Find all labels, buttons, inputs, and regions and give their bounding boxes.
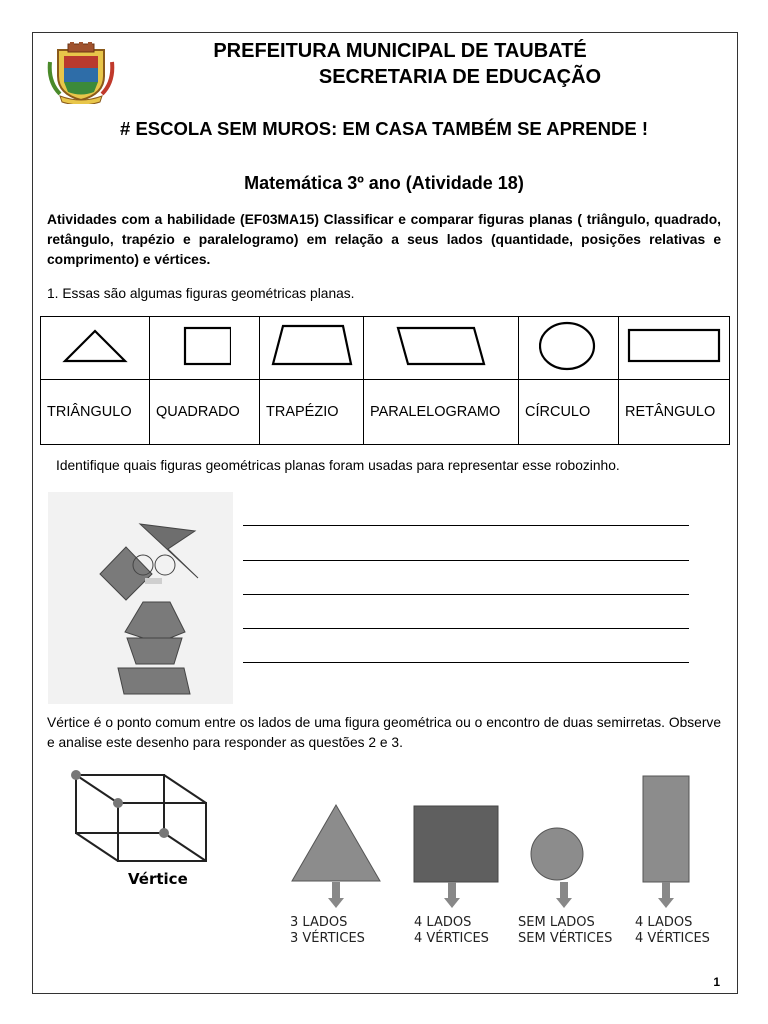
circle-cell: [519, 317, 619, 380]
page-number: 1: [713, 975, 720, 989]
gray-triangle: [292, 805, 380, 881]
square-vertices: 4 VÉRTICES: [414, 931, 489, 946]
shape-name-parallelogram: PARALELOGRAMO: [364, 380, 519, 445]
shape-name-trapezoid: TRAPÉZIO: [260, 380, 364, 445]
robot-legs-trapezoid: [127, 638, 182, 664]
trapezoid-icon: [271, 324, 353, 368]
circle-sides: SEM LADOS: [518, 915, 595, 930]
answer-line-1[interactable]: [243, 525, 689, 526]
circle-vertices: SEM VÉRTICES: [518, 931, 613, 946]
trapezoid-cell: [260, 317, 364, 380]
answer-line-3[interactable]: [243, 594, 689, 595]
square-sides: 4 LADOS: [414, 915, 472, 930]
vertex-label: Vértice: [128, 870, 188, 888]
triangle-cell: [41, 317, 150, 380]
robot-mouth: [145, 578, 162, 584]
robot-prompt: Identifique quais figuras geométricas planas foram usadas para representar esse robozinho.: [56, 458, 620, 473]
answer-line-5[interactable]: [243, 662, 689, 663]
rectangle-icon: [627, 328, 721, 364]
question-1: 1. Essas são algumas figuras geométricas planas.: [47, 286, 355, 301]
shape-name-triangle: TRIÂNGULO: [41, 380, 150, 445]
gray-rectangle: [643, 776, 689, 882]
shape-name-rectangle: RETÂNGULO: [619, 380, 730, 445]
shapes-table: [40, 316, 730, 445]
rectangle-cell: [619, 317, 730, 380]
triangle-icon: [62, 328, 128, 364]
shapes-facts-diagram: [288, 770, 728, 910]
vertex-definition: Vértice é o ponto comum entre os lados de uma figura geométrica ou o encontro de duas semirretas. Observe e analise este desenho para responder as questões 2 e 3.: [47, 715, 721, 750]
rectangle-vertices: 4 VÉRTICES: [635, 931, 710, 946]
rectangle-sides: 4 LADOS: [635, 915, 693, 930]
square-cell: [150, 317, 260, 380]
campaign-heading: # ESCOLA SEM MUROS: EM CASA TAMBÉM SE APRENDE !: [120, 118, 648, 139]
square-icon: [179, 326, 231, 366]
answer-line-4[interactable]: [243, 628, 689, 629]
rectangle-facts: [635, 915, 710, 947]
skill-description: Atividades com a habilidade (EF03MA15) Classificar e comparar figuras planas ( triângulo, quadrado, retângulo, trapézio e paralelogramo) em relação a seus lados (quantidade, posições relativas e comprimento) e vértices.: [47, 212, 721, 267]
vertex-dot: [71, 770, 81, 780]
municipal-crest-logo: [46, 42, 116, 104]
page-subtitle: SECRETARIA DE EDUCAÇÃO: [318, 66, 602, 88]
vertex-dot: [159, 828, 169, 838]
vertex-dot: [113, 798, 123, 808]
parallelogram-cell: [364, 317, 519, 380]
gray-square: [414, 806, 498, 882]
gray-circle: [531, 828, 583, 880]
square-facts: [414, 915, 489, 947]
page-title: PREFEITURA MUNICIPAL DE TAUBATÉ: [213, 40, 587, 62]
shape-name-square: QUADRADO: [150, 380, 260, 445]
robot-feet-parallelogram: [118, 668, 190, 694]
answer-line-2[interactable]: [243, 560, 689, 561]
circle-facts: [518, 915, 612, 947]
robot-illustration: [48, 492, 233, 704]
activity-heading: Matemática 3º ano (Atividade 18): [244, 173, 524, 193]
triangle-sides: 3 LADOS: [290, 915, 348, 930]
parallelogram-icon: [396, 326, 486, 366]
shape-name-circle: CÍRCULO: [519, 380, 619, 445]
triangle-vertices: 3 VÉRTICES: [290, 931, 365, 946]
triangle-facts: [290, 915, 365, 947]
circle-icon: [539, 321, 599, 371]
